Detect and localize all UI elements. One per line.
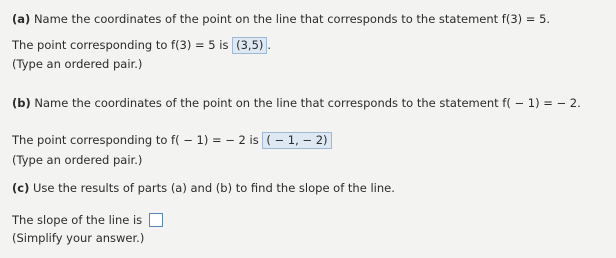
part-b-hint: (Type an ordered pair.) xyxy=(12,153,143,167)
part-b-question-text: Name the coordinates of the point on the line that corresponds to the statement f( − 1) = − 2. xyxy=(34,96,581,110)
part-b-label: (b) xyxy=(12,96,31,110)
part-a-answer-suffix: . xyxy=(267,38,272,52)
part-c-label: (c) xyxy=(12,181,30,195)
part-b-answer-line xyxy=(12,132,332,149)
part-a-question xyxy=(12,11,550,27)
part-a-answer-field[interactable]: (3,5) xyxy=(232,37,267,54)
part-a-answer-line xyxy=(12,37,271,54)
part-b-answer-prefix: The point corresponding to f( − 1) = − 2 is xyxy=(12,133,259,147)
part-a-label: (a) xyxy=(12,12,31,26)
part-c-answer-line xyxy=(12,212,163,228)
part-c-hint: (Simplify your answer.) xyxy=(12,231,145,245)
part-c-answer-input[interactable] xyxy=(149,213,163,227)
part-c-answer-prefix: The slope of the line is xyxy=(12,213,143,227)
part-c-question-text: Use the results of parts (a) and (b) to find the slope of the line. xyxy=(33,181,395,195)
part-c-question xyxy=(12,180,395,196)
part-a-question-text: Name the coordinates of the point on the line that corresponds to the statement f(3) = 5. xyxy=(33,12,551,26)
part-a-answer-prefix: The point corresponding to f(3) = 5 is xyxy=(12,38,229,52)
part-b-question xyxy=(12,95,581,111)
part-b-answer-field[interactable]: ( − 1, − 2) xyxy=(262,132,331,149)
part-a-hint: (Type an ordered pair.) xyxy=(12,57,143,71)
